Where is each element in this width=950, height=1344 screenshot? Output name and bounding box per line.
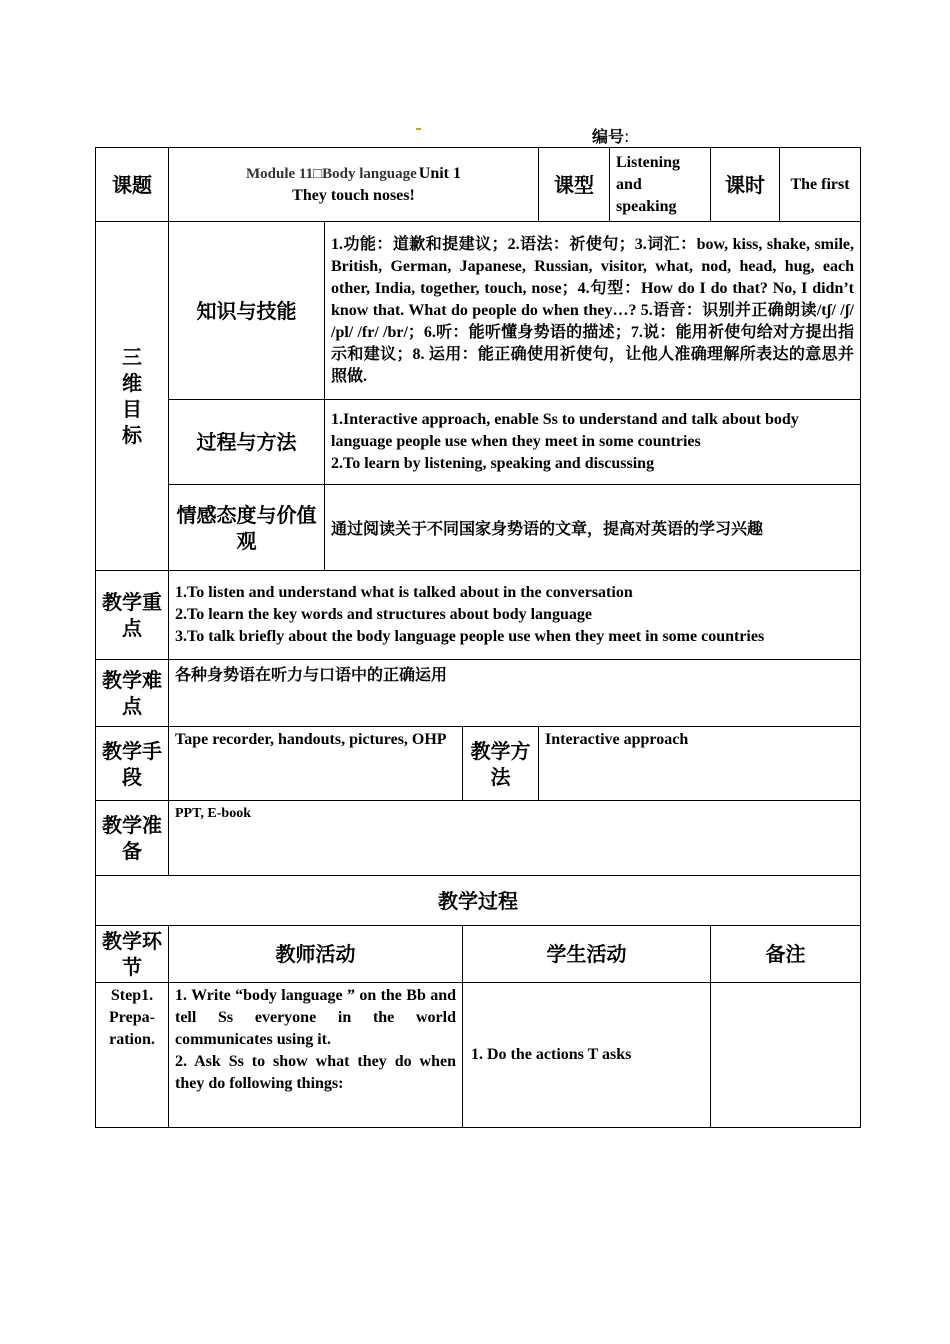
- key-points-row: [96, 571, 861, 660]
- student-activity: 1. Do the actions T asks: [463, 983, 711, 1128]
- lesson-plan-table: [95, 147, 861, 1128]
- lesson-type-label: 课型: [539, 148, 610, 222]
- knowledge-skills-label: 知识与技能: [169, 222, 325, 400]
- process-line: 2.To learn by listening, speaking and discussing: [331, 455, 655, 472]
- teacher-activity: [169, 983, 463, 1128]
- period-label: 课时: [711, 148, 780, 222]
- document-number-label: 编号:: [592, 127, 630, 146]
- topic-label: 课题: [96, 148, 169, 222]
- process-title-row: [96, 876, 861, 926]
- teaching-method-label: 教学方法: [463, 727, 539, 801]
- difficulties-row: [96, 660, 861, 727]
- difficulties-text: 各种身势语在听力与口语中的正确运用: [169, 660, 861, 727]
- process-method-label: 过程与方法: [169, 400, 325, 485]
- knowledge-skills-text: 1.功能：道歉和提建议；2.语法：祈使句；3.词汇：bow, kiss, shake, smile, British, German, Japanese, Russian, visitor, what, nod, head, hug, each other, India, together, touch, nose；4.句型：How do I do that? No, I didn’t know that. What do people do when they…? 5.语音：识别并正确朗读/tʃ/ /ʃ/ /pl/ /fr/ /br/；6.听：能听懂身势语的描述；7.说：能用祈使句给对方提出指示和建议；8. 运用：能正确使用祈使句，让他人准确理解所表达的意思并照做.: [325, 222, 861, 400]
- teaching-means-text: Tape recorder, handouts, pictures, OHP: [169, 727, 463, 801]
- preparation-row: [96, 801, 861, 876]
- means-row: [96, 727, 861, 801]
- key-point-line: 2.To learn the key words and structures about body language: [175, 606, 592, 623]
- key-point-line: 3.To talk briefly about the body language people use when they meet in some countries: [175, 628, 765, 645]
- emotion-values-text: 通过阅读关于不同国家身势语的文章，提高对英语的学习兴趣: [325, 485, 861, 571]
- objectives-label: 三维目标: [96, 222, 169, 571]
- process-line: 1.Interactive approach, enable Ss to understand and talk about body language people use when they meet in some countries: [331, 411, 799, 450]
- process-method-row: [96, 400, 861, 485]
- student-activity-header: 学生活动: [463, 926, 711, 983]
- step-name: Step1. Prepa-ration.: [96, 983, 169, 1128]
- preparation-label: 教学准备: [96, 801, 169, 876]
- lesson-subtitle: They touch noses!: [292, 186, 415, 204]
- step-header: 教学环节: [96, 926, 169, 983]
- yellow-mark: [416, 128, 421, 130]
- topic-value: [169, 148, 539, 222]
- process-method-text: [325, 400, 861, 485]
- title-row: [96, 148, 861, 222]
- emotion-row: [96, 485, 861, 571]
- lesson-type-value: Listening and speaking: [610, 148, 711, 222]
- notes-header: 备注: [711, 926, 861, 983]
- knowledge-row: [96, 222, 861, 400]
- process-header-row: [96, 926, 861, 983]
- preparation-text: PPT, E-book: [169, 801, 861, 876]
- period-value: The first: [780, 148, 861, 222]
- module-text: Module 11□Body language: [246, 165, 417, 182]
- teaching-means-label: 教学手段: [96, 727, 169, 801]
- key-points-label: 教学重点: [96, 571, 169, 660]
- teacher-activity-header: 教师活动: [169, 926, 463, 983]
- step-row: [96, 983, 861, 1128]
- step-notes: [711, 983, 861, 1128]
- teacher-activity-line: 2. Ask Ss to show what they do when they do following things:: [175, 1053, 456, 1092]
- emotion-values-label: 情感态度与价值观: [169, 485, 325, 571]
- key-points-text: [169, 571, 861, 660]
- teacher-activity-line: 1. Write “body language ” on the Bb and tell Ss everyone in the world communicates using it.: [175, 987, 456, 1048]
- difficulties-label: 教学难点: [96, 660, 169, 727]
- teaching-method-text: Interactive approach: [539, 727, 861, 801]
- key-point-line: 1.To listen and understand what is talked about in the conversation: [175, 584, 633, 601]
- unit-text: Unit 1: [418, 164, 461, 182]
- teaching-process-title: 教学过程: [96, 876, 861, 926]
